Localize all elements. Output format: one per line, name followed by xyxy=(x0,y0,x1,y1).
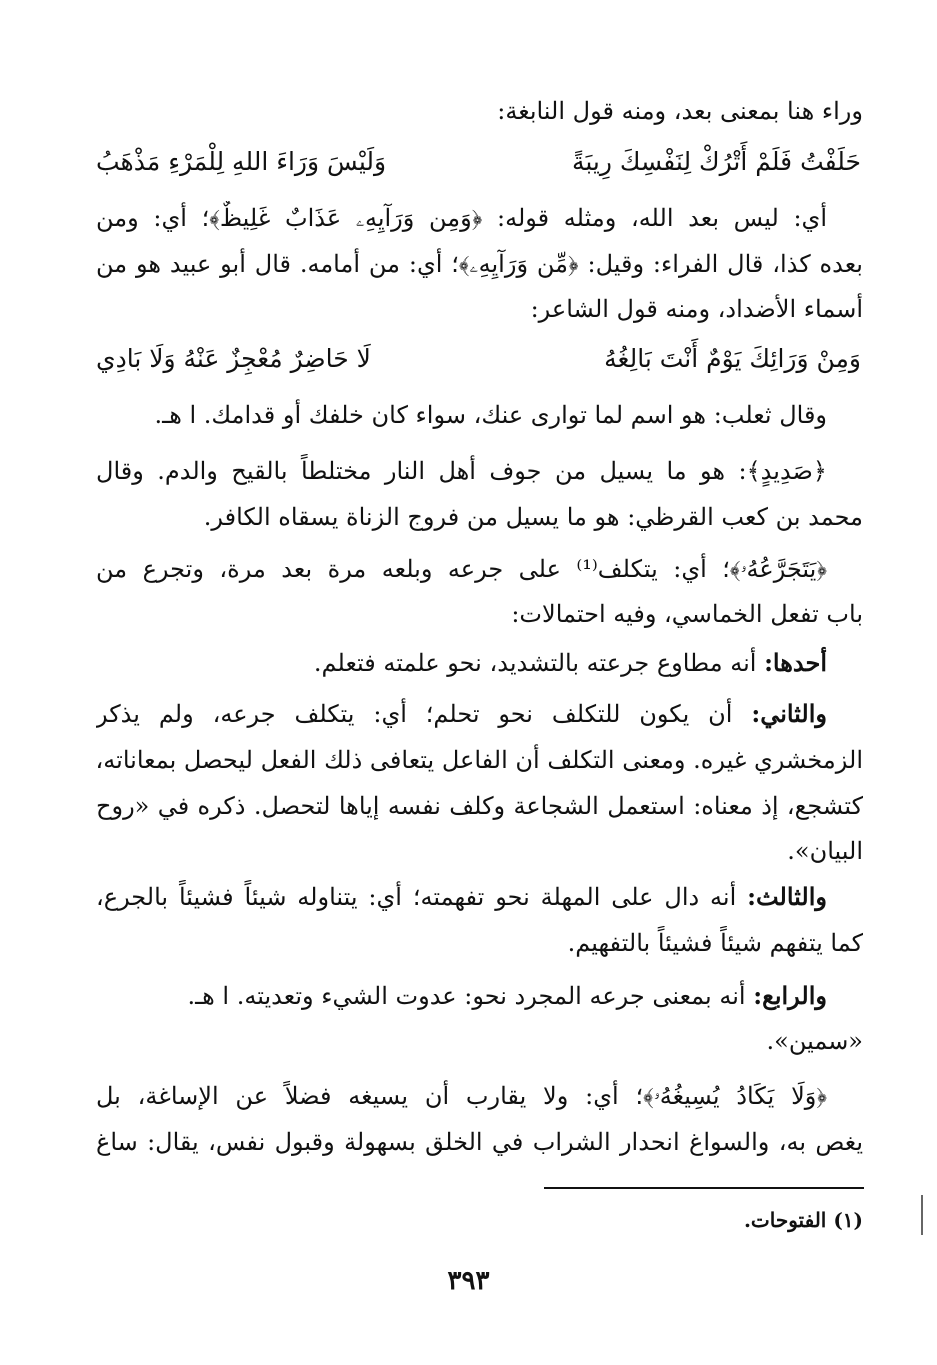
footnote-separator xyxy=(544,1187,864,1189)
para1-line-3: أسماء الأضداد، ومنه قول الشاعر: xyxy=(530,295,863,323)
second-possibility-line-2: الزمخشري غيره. ومعنى التكلف أن الفاعل يتعافى ذلك الفعل ليحصل بمعاناته، xyxy=(96,746,863,774)
fourth-term: والرابع: xyxy=(753,981,827,1010)
para1-line-2: بعده كذا، قال الفراء: وقيل: ﴿مِّن وَرَآيِهِۦ﴾؛ أي: من أمامه. قال أبو عبيد هو من xyxy=(96,250,863,278)
first-term: أحدها: xyxy=(764,648,827,677)
second-possibility-line-1 xyxy=(96,697,863,731)
para3-line-2: محمد بن كعب القرظي: هو ما يسيل من فروج الزناة يسقاه الكافر. xyxy=(203,503,863,531)
second-possibility-line-4: البيان». xyxy=(787,837,863,865)
para2-line-1: وقال ثعلب: هو اسم لما توارى عنك، سواء كان خلفك أو قدامك. ا هـ. xyxy=(154,401,827,429)
fourth-possibility-line-2: «سمين». xyxy=(766,1027,863,1055)
third-possibility-line-1 xyxy=(96,880,863,914)
verse1-first-hemistich: حَلَفْتُ فَلَمْ أَتْرُكْ لِنَفْسِكَ رِيبَةً xyxy=(571,147,861,176)
para5-line-2: يغص به، والسواغ انحدار الشراب في الخلق بسهولة وقبول نفس، يقال: ساغ xyxy=(96,1128,863,1156)
first-possibility xyxy=(96,646,863,680)
para5-line-1: ﴿وَلَا يَكَادُ يُسِيغُهُۥ﴾؛ أي: ولا يقارب أن يسيغه فضلاً عن الإساغة، بل xyxy=(96,1082,827,1110)
para4-line-2: باب تفعل الخماسي، وفيه احتمالات: xyxy=(511,600,863,628)
fourth-possibility-line-1 xyxy=(96,979,863,1013)
second-possibility-line-3: كتشجع، إذ معناه: استعمل الشجاعة وكلف نفسه إياها لتحصل. ذكره في «روح xyxy=(96,792,863,820)
verse2-first-hemistich: وَمِنْ وَرَائِكَ يَوْمٌ أَنْتَ بَالِغُهُ xyxy=(604,344,861,373)
first-text: أنه مطاوع جرعته بالتشديد، نحو علمته فتعلم. xyxy=(313,649,765,677)
third-possibility-line-2: كما يتفهم شيئاً فشيئاً بالتفهيم. xyxy=(567,929,863,957)
footnote: (١) الفتوحات. xyxy=(743,1208,863,1232)
para4-line-1: ﴿يَتَجَرَّعُهُۥ﴾؛ أي: يتكلف⁽¹⁾ على جرعه وبلعه مرة بعد مرة، وتجرع من xyxy=(96,555,827,583)
scan-margin-mark xyxy=(921,1195,923,1235)
page-number: ٣٩٣ xyxy=(447,1266,490,1296)
fourth-text: أنه بمعنى جرعه المجرد نحو: عدوت الشيء وتعديته. ا هـ. xyxy=(187,982,754,1010)
third-text: أنه دال على المهلة نحو تفهمته؛ أي: يتناوله شيئاً فشيئاً بالجرع، xyxy=(96,883,748,911)
intro-line: وراء هنا بمعنى بعد، ومنه قول النابغة: xyxy=(497,97,863,125)
para1-line-1: أي: ليس بعد الله، ومثله قوله: ﴿وَمِن وَرَآيِهِۦ عَذَابٌ غَلِيظٌ﴾؛ أي: ومن xyxy=(96,204,827,232)
third-term: والثالث: xyxy=(747,882,827,911)
second-text: أن يكون للتكلف نحو تحلم؛ أي: يتكلف جرعه، ولم يذكر xyxy=(96,700,752,728)
verse1-second-hemistich: وَلَيْسَ وَرَاءَ اللهِ لِلْمَرْءِ مَذْهَبُ xyxy=(96,147,387,176)
para3-line-1: ﴿صَدِيدٍ﴾: هو ما يسيل من جوف أهل النار مختلطاً بالقيح والدم. وقال xyxy=(96,457,827,485)
second-term: والثاني: xyxy=(751,699,827,728)
verse2-second-hemistich: لَا حَاضِرٌ مُعْجِزٌ عَنْهُ وَلَا بَادِي xyxy=(96,344,371,373)
